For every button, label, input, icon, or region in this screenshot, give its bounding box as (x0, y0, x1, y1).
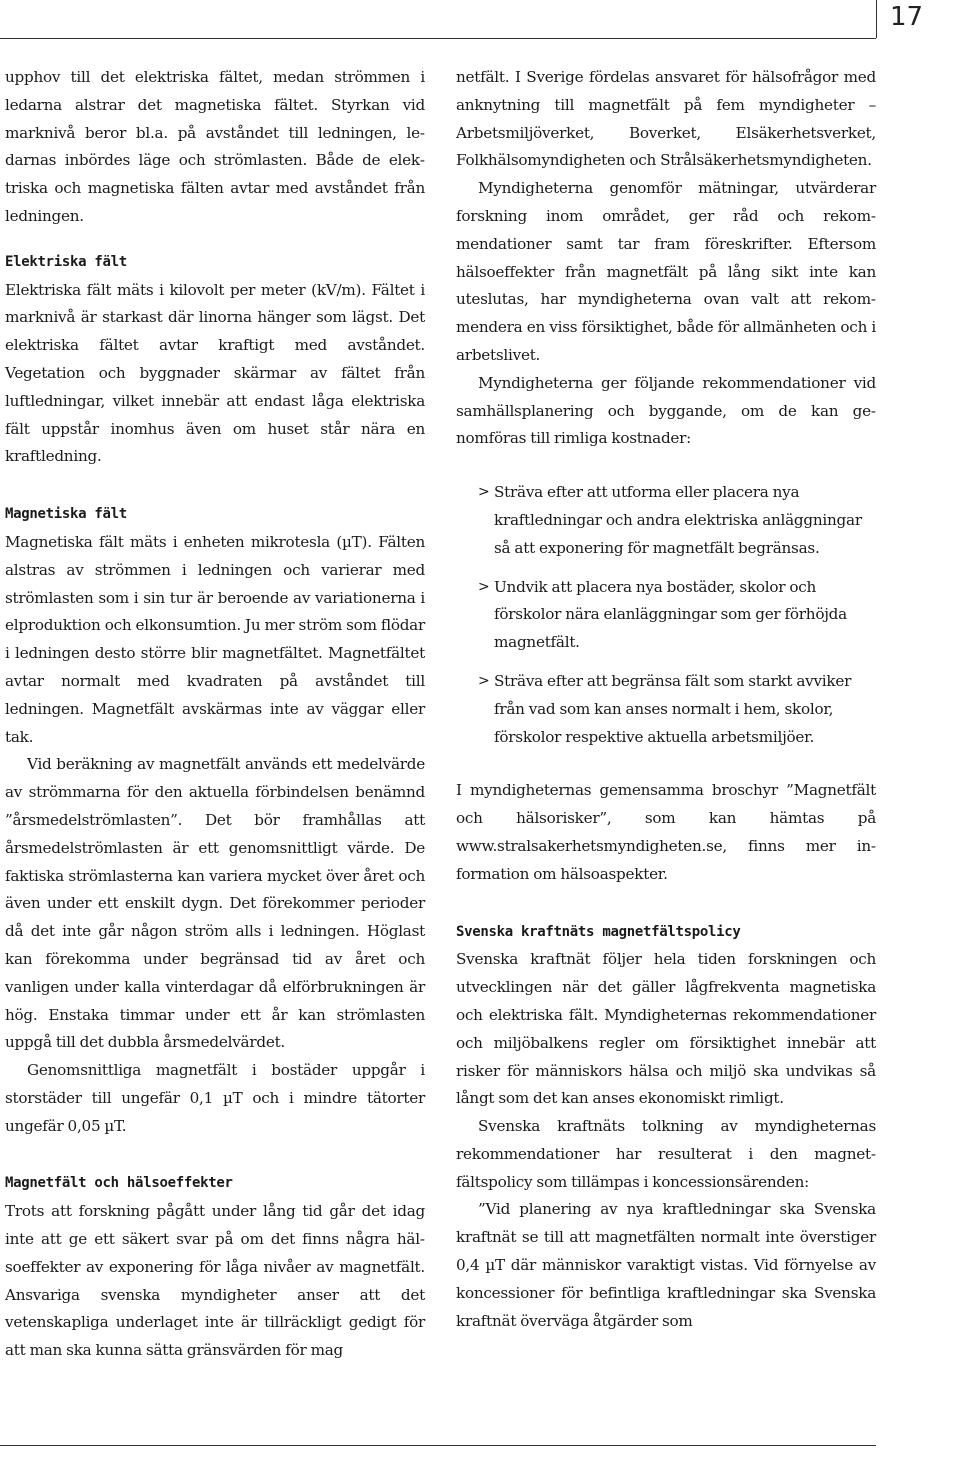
list-item-text: Sträva efter att utforma eller placera nya kraftledningar och andra elektriska anläggningar så att exponering för magnetfält begränsas. (494, 483, 862, 557)
bullet-marker: > (478, 484, 490, 501)
header-rule (0, 38, 876, 39)
heading-magnetiska-falt: Magnetiska fält (5, 506, 127, 523)
header-divider (876, 0, 877, 38)
policy-paragraph-1: Svenska kraftnät följer hela tiden forskningen och utvecklingen när det gäller lågfrekventa magnetiska och elektriska fält. Myndigheternas rekommendationer och miljöbalkens regler om försiktighet innebär att risker för människors hälsa och miljö ska undvikas så långt som det kan anses ekonomiskt rimligt. (456, 950, 876, 1108)
health-paragraph: Trots att forskning pågått under lång tid går det idag inte att ge ett säkert svar på om det finns några hälsoeffekter av exponering för låga nivåer av magnetfält. Ansvariga svenska myndigheter anser att det vetenskapliga underlaget inte är tillräckligt gedigt för att man ska kunna sätta gränsvärden för mag (5, 1202, 425, 1360)
list-item (456, 574, 876, 657)
heading-halsoeffekter: Magnetfält och hälsoeffekter (5, 1175, 233, 1192)
heading-magnetfaltspolicy: Svenska kraftnäts magnetfältspolicy (456, 923, 741, 940)
magnetic-paragraph-3: Genomsnittliga magnetfält i bostäder uppgår i storstäder till ungefär 0,1 µT och i mindre tätorter ungefär 0,05 µT. (5, 1061, 425, 1135)
authorities-paragraph: netfält. I Sverige fördelas ansvaret för hälsofrågor med anknytning till magnetfält på fem myndigheter – Arbetsmiljöverket, Boverket, Elsäkerhetsverket, Folkhälsomyndigheten och Strålsäkerhetsmyndigheten. (456, 68, 876, 170)
recommendations-list (456, 479, 876, 751)
bullet-marker: > (478, 578, 490, 595)
magnetic-paragraph-2: Vid beräkning av magnetfält används ett medelvärde av strömmarna för den aktuella förbindelsen benämnd ”årsmedelströmlasten”. Det bör framhållas att årsmedelströmlasten är ett genomsnittligt värde. De faktiska strömlasterna kan variera mycket över året och även under ett enskilt dygn. Det förekommer perioder då det inte går någon ström alls i ledningen. Höglast kan förekomma under begränsad tid av året och vanligen under kalla vinterdagar då elförbrukningen är hög. Enstaka timmar under ett år kan strömlasten uppgå till det dubbla årsmedelvärdet. (5, 755, 425, 1052)
electric-paragraph: Elektriska fält mäts i kilovolt per meter (kV/m). Fältet i marknivå är starkast där linorna hänger som lägst. Det elektriska fältet avtar kraftigt med avståndet. Vegetation och byggnader skärmar av fältet från luftledningar, vilket innebär att endast låga elektriska fält uppstår inomhus även om huset står nära en kraftledning. (5, 280, 425, 466)
recommendations-intro: Myndigheterna ger följande rekommendationer vid samhällsplanering och byggande, om de kan genomföras till rimliga kostnader: (456, 373, 876, 448)
policy-quote: ”Vid planering av nya kraftledningar ska Svenska kraftnät se till att magnetfälten normalt inte överstiger 0,4 µT där människor varaktigt vistas. Vid förnyelse av koncessioner för befintliga kraftledningar ska Svenska kraftnät överväga åtgärder som (456, 1200, 876, 1330)
heading-elektriska-falt: Elektriska fält (5, 253, 127, 270)
brochure-paragraph: I myndigheternas gemensamma broschyr ”Magnetfält och hälsorisker”, som kan hämtas på www.stralsakerhetsmyndigheten.se, finns mer information om hälsoaspekter. (456, 781, 876, 883)
page-number: 17 (890, 2, 924, 32)
policy-paragraph-2: Svenska kraftnäts tolkning av myndigheternas rekommendationer har resulterat i den magnetfältspolicy som tillämpas i koncessionsärenden: (456, 1117, 876, 1191)
list-item-text: Sträva efter att begränsa fält som starkt avviker från vad som kan anses normalt i hem, skolor, förskolor respektive aktuella arbetsmiljöer. (494, 671, 852, 746)
list-item-text: Undvik att placera nya bostäder, skolor och förskolor nära elanläggningar som ger förhöjda magnetfält. (494, 577, 847, 652)
left-column (5, 64, 425, 1365)
measurements-paragraph: Myndigheterna genomför mätningar, utvärderar forskning inom området, ger råd och rekommendationer samt tar fram föreskrifter. Eftersom hälsoeffekter från magnetfält på lång sikt inte kan uteslutas, har myndigheterna ovan valt att rekommendera en viss försiktighet, både för allmänheten och i arbetslivet. (456, 179, 876, 364)
list-item (456, 668, 876, 751)
list-item (456, 479, 876, 562)
intro-paragraph: upphov till det elektriska fältet, medan strömmen i ledarna alstrar det magnetiska fältet. Styrkan vid marknivå beror bl.a. på avståndet till ledningen, ledarnas inbördes läge och strömlasten. Både de elektriska och magnetiska fälten avtar med avståndet från ledningen. (5, 68, 425, 225)
footer-rule (0, 1445, 876, 1446)
magnetic-paragraph-1: Magnetiska fält mäts i enheten mikrotesla (µT). Fälten alstras av strömmen i ledningen och varierar med strömlasten som i sin tur är beroende av variationerna i elproduktion och elkonsumtion. Ju mer ström som flödar i ledningen desto större blir magnetfältet. Magnetfältet avtar normalt med kvadraten på avståndet till ledningen. Magnetfält avskärmas inte av väggar eller tak. (5, 532, 425, 746)
right-column (456, 64, 876, 1335)
bullet-marker: > (478, 672, 490, 689)
